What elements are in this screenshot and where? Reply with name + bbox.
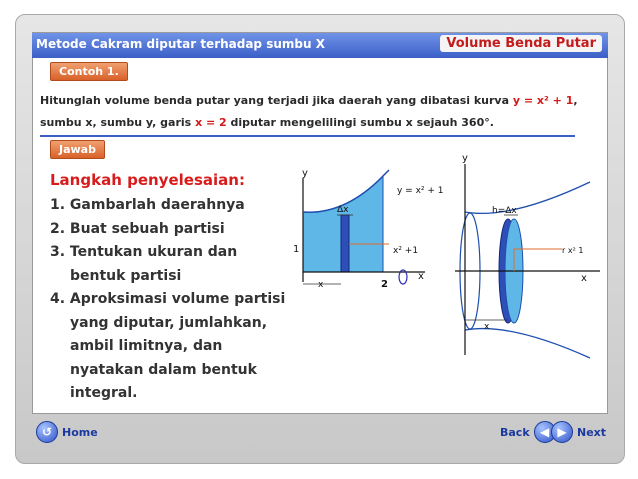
dx-label: Δx bbox=[337, 205, 349, 215]
height-label: x² +1 bbox=[393, 246, 419, 256]
problem-line2: sumbu x, sumbu y, garis bbox=[40, 116, 196, 129]
divider bbox=[40, 135, 575, 137]
solid-diagram bbox=[450, 150, 605, 360]
x-mark-2: x bbox=[484, 322, 490, 332]
problem-line1: Hitunglah volume benda putar yang terjadi jika daerah yang dibatasi kurva bbox=[40, 94, 513, 107]
curve-equation: y = x² + 1 bbox=[512, 94, 574, 107]
home-icon: ↺ bbox=[36, 421, 58, 443]
back-arrow-icon: ◀ bbox=[534, 421, 556, 443]
upper-curve bbox=[465, 182, 590, 213]
answer-tag: Jawab bbox=[50, 140, 105, 159]
curve-label: y = x² + 1 bbox=[397, 186, 444, 196]
back-button[interactable] bbox=[500, 421, 556, 443]
tick-x-2: 2 bbox=[381, 279, 388, 290]
region-diagram bbox=[285, 160, 455, 300]
back-label: Back bbox=[500, 425, 530, 439]
tick-y-1: 1 bbox=[293, 244, 300, 255]
step-item: 1. Gambarlah daerahnya bbox=[50, 197, 245, 213]
example-tag: Contoh 1. bbox=[50, 62, 128, 81]
y-axis-label-2: y bbox=[462, 153, 468, 164]
y-axis-label: y bbox=[302, 168, 308, 179]
next-label: Next bbox=[577, 425, 607, 439]
radius-label: r x² 1 bbox=[562, 246, 584, 255]
problem-text bbox=[40, 90, 600, 134]
steps-title: Langkah penyelesaian: bbox=[50, 171, 245, 189]
header-title: Metode Cakram diputar terhadap sumbu X bbox=[36, 37, 325, 51]
x-axis-label-2: x bbox=[581, 273, 587, 284]
problem-line2-end: diputar mengelilingi sumbu x sejauh 360°. bbox=[226, 116, 494, 129]
problem-line1-end: , bbox=[573, 94, 578, 107]
h-label: h=Δx bbox=[492, 206, 517, 216]
lower-curve bbox=[465, 329, 590, 358]
x-axis-label: x bbox=[418, 271, 424, 282]
step-item: 2. Buat sebuah partisi bbox=[50, 220, 225, 237]
steps-list bbox=[50, 194, 290, 406]
step-item: 3. Tentukan ukuran dan bentuk partisi bbox=[50, 244, 238, 284]
next-arrow-icon: ▶ bbox=[551, 421, 573, 443]
next-button[interactable] bbox=[551, 421, 606, 443]
partition-strip bbox=[341, 215, 349, 272]
step-item: 4. Aproksimasi volume partisi yang diputar, jumlahkan, ambil limitnya, dan nyatakan dalam bentuk integral. bbox=[50, 291, 286, 401]
home-label: Home bbox=[62, 425, 98, 439]
x-mark: x bbox=[318, 280, 324, 290]
topic-title: Volume Benda Putar bbox=[440, 35, 602, 52]
line-equation: x = 2 bbox=[195, 116, 227, 129]
home-button[interactable] bbox=[36, 421, 98, 443]
